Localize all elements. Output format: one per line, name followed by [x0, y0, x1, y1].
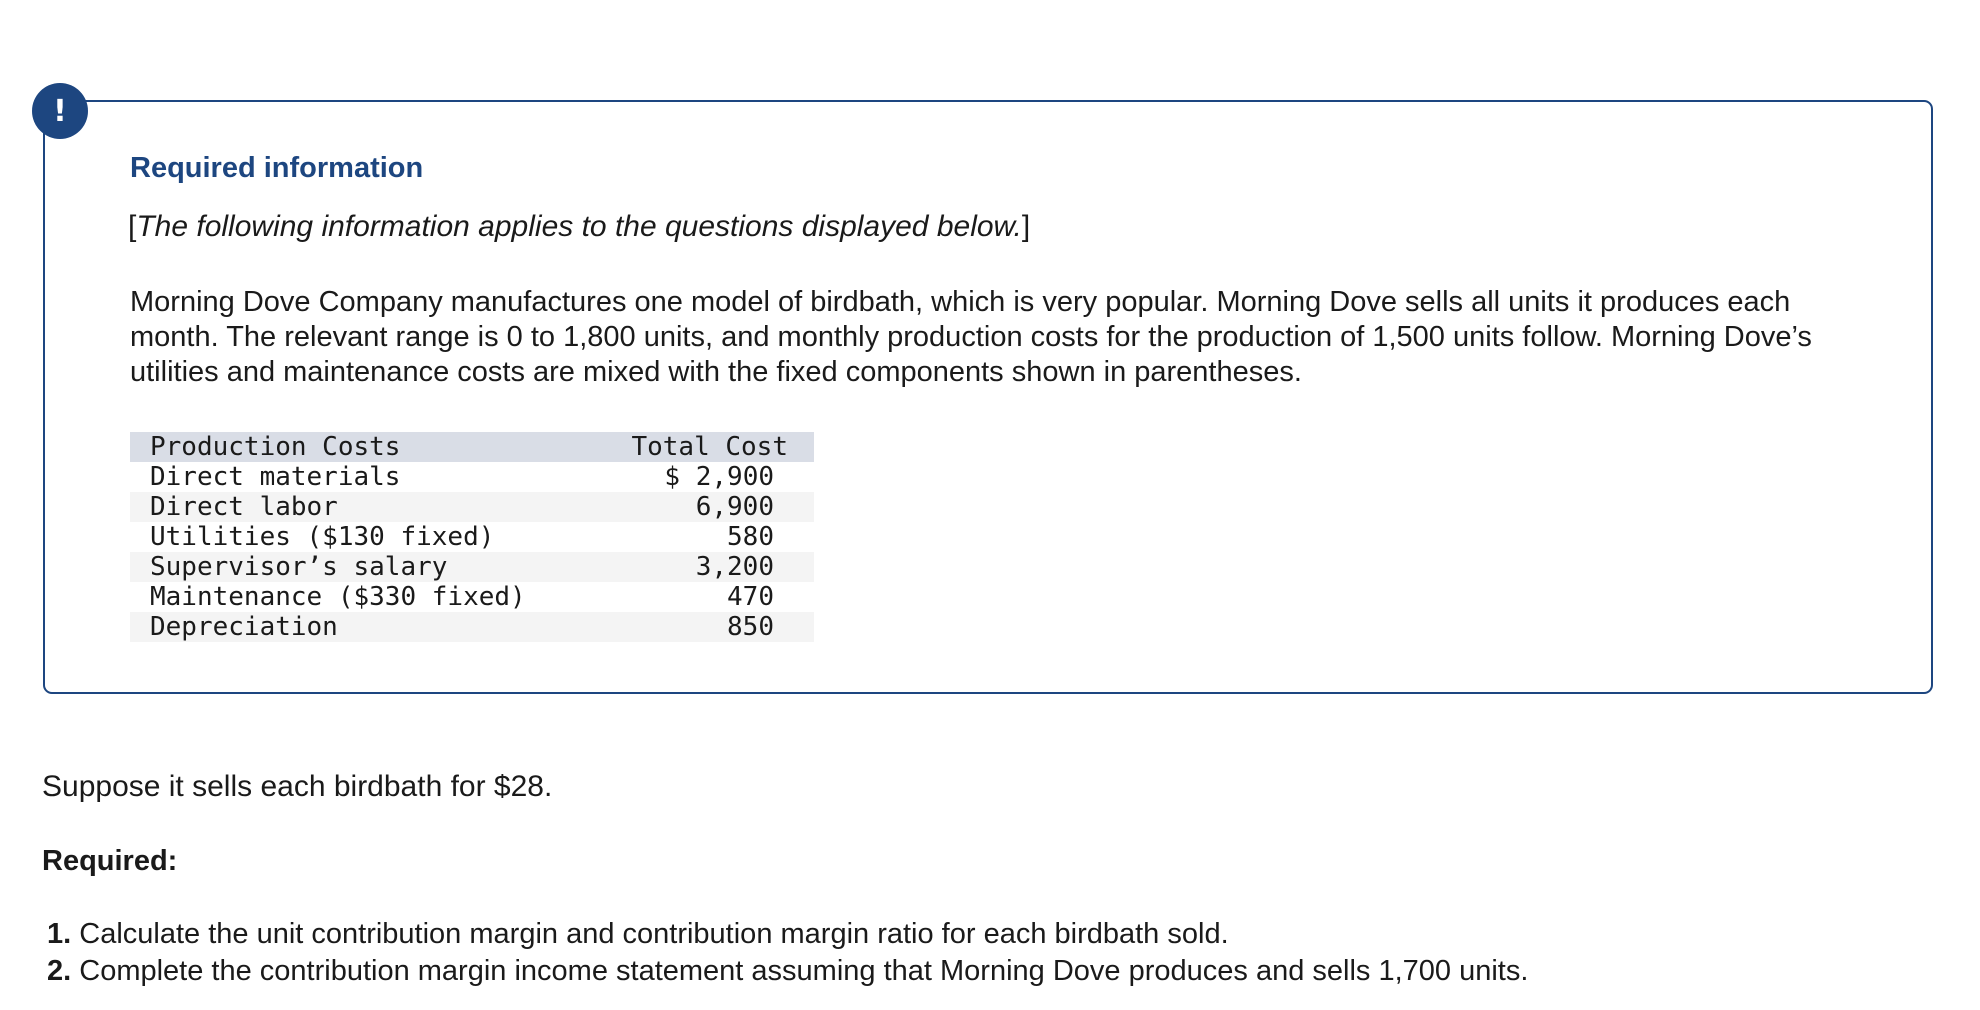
subtitle-text: The following information applies to the questions displayed below.	[136, 210, 1022, 243]
cost-value: 470	[727, 582, 774, 612]
list-item	[47, 953, 1528, 990]
required-list	[47, 916, 1528, 990]
header-total-cost: Total Cost	[631, 432, 788, 462]
question-prompt: Suppose it sells each birdbath for $28.	[42, 770, 553, 803]
cost-item: Direct materials	[150, 462, 401, 492]
cost-item: Direct labor	[150, 492, 338, 522]
cost-item: Maintenance ($330 fixed)	[150, 582, 526, 612]
required-information-panel	[43, 100, 1933, 694]
item-number: 2.	[47, 955, 72, 987]
cost-value: 6,900	[695, 492, 774, 522]
item-text: Complete the contribution margin income statement assuming that Morning Dove produces and sells 1,700 units.	[71, 955, 1529, 987]
table-row	[130, 462, 814, 492]
bracket-close: ]	[1021, 210, 1031, 243]
list-item	[47, 916, 1528, 953]
table-row	[130, 612, 814, 642]
cost-item: Supervisor’s salary	[150, 552, 448, 582]
header-production-costs: Production Costs	[150, 432, 401, 462]
required-heading: Required:	[42, 845, 178, 877]
item-number: 1.	[47, 918, 72, 950]
table-row	[130, 552, 814, 582]
panel-subtitle	[128, 210, 1030, 244]
bracket-open: [	[128, 210, 137, 243]
item-text: Calculate the unit contribution margin and contribution margin ratio for each birdbath sold.	[71, 918, 1229, 950]
problem-description: Morning Dove Company manufactures one model of birdbath, which is very popular. Morning Dove sells all units it produces each month. The relevant range is 0 to 1,800 units, and monthly production costs for the production of 1,500 units follow. Morning Dove’s utilities and maintenance costs are mixed with the fixed components shown in parentheses.	[130, 286, 1812, 388]
cost-value: 3,200	[695, 552, 774, 582]
cost-value: $ 2,900	[664, 462, 774, 492]
cost-item: Depreciation	[150, 612, 338, 642]
table-header-row	[130, 432, 814, 462]
cost-value: 580	[727, 522, 774, 552]
panel-title: Required information	[130, 152, 424, 184]
table-row	[130, 522, 814, 552]
production-costs-table	[130, 432, 814, 642]
cost-item: Utilities ($130 fixed)	[150, 522, 495, 552]
cost-value: 850	[727, 612, 774, 642]
table-row	[130, 492, 814, 522]
table-row	[130, 582, 814, 612]
exclamation-icon: !	[32, 83, 88, 139]
